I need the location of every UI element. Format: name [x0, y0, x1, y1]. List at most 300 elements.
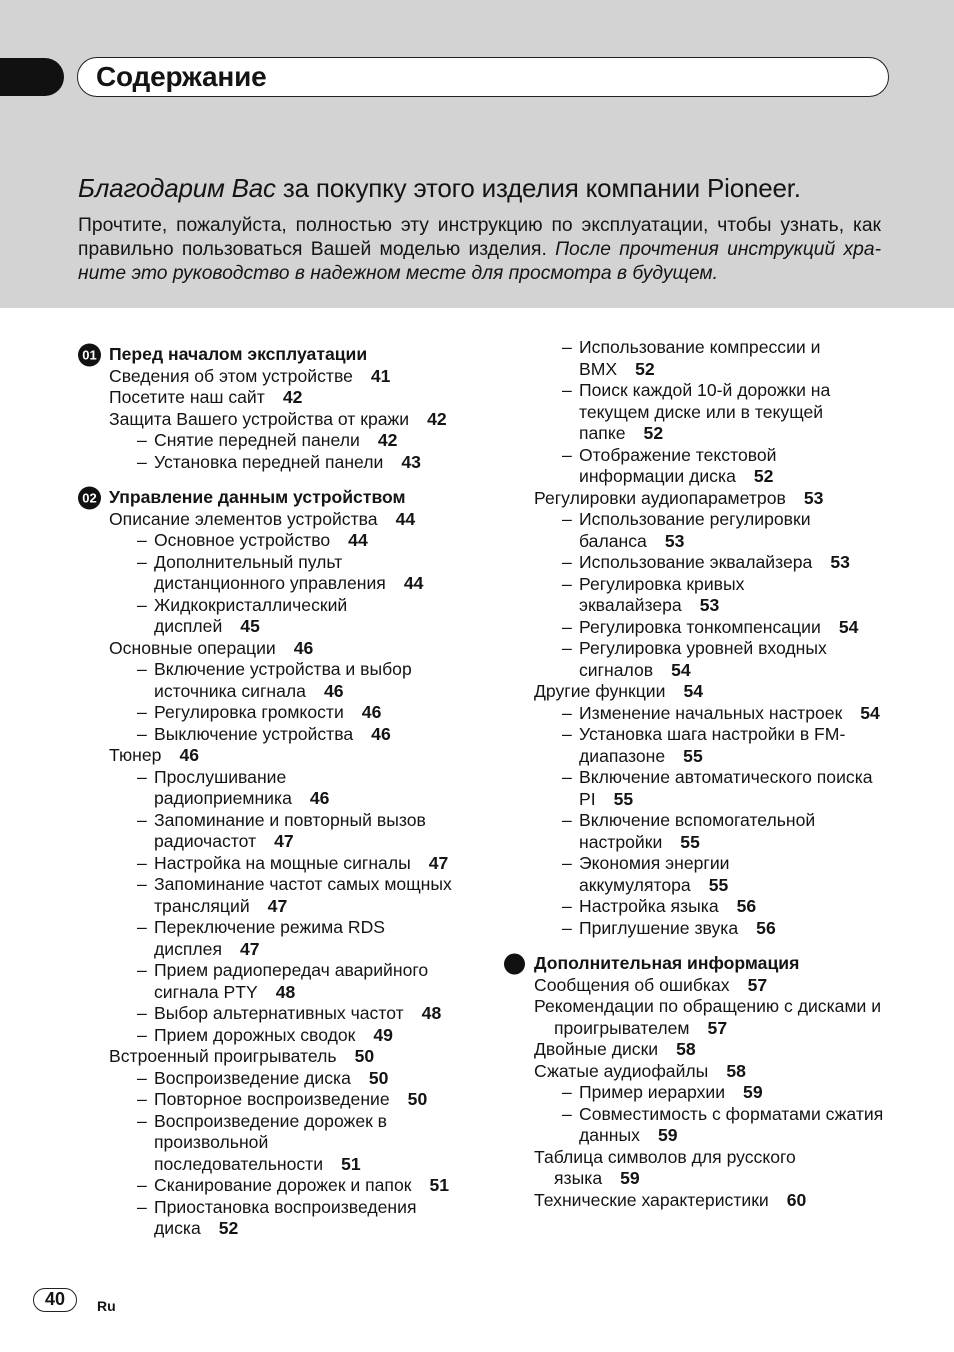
toc-entry-line — [78, 366, 498, 388]
toc-page-number: 48 — [421, 1003, 442, 1023]
toc-entry-text: Прием дорожных сводок — [154, 1024, 356, 1045]
toc-entry — [78, 1197, 498, 1240]
toc-page-number: 52 — [635, 358, 655, 379]
toc-entry-text: Запоминание и повторный вызов — [154, 809, 426, 830]
toc-entry-text: Сведения об этом устройстве — [109, 365, 353, 386]
toc-section-title: Дополнительная информация — [534, 953, 800, 973]
toc-entry-text: Двойные диски — [534, 1039, 659, 1059]
toc-entry-text: радиочастот — [154, 831, 257, 851]
toc-entry-line — [503, 531, 933, 553]
toc-dash: – — [137, 723, 147, 744]
toc-entry-line — [503, 509, 933, 531]
toc-entry-text: Установка шага настройки в FM- — [579, 724, 846, 744]
toc-entry-line — [503, 380, 933, 402]
toc-page-number: 53 — [830, 552, 850, 572]
toc-entry-text: сигнала PTY — [154, 981, 258, 1002]
toc-section-heading — [78, 487, 498, 509]
toc-entry-text: Переключение режима RDS — [154, 917, 386, 937]
toc-section — [78, 487, 498, 1240]
toc-entry-text: BMX — [579, 358, 618, 379]
toc-entry-text: Воспроизведение дорожек в — [154, 1110, 388, 1131]
toc-dash: – — [137, 852, 147, 873]
toc-page-number: 52 — [643, 423, 664, 443]
toc-entry-line — [503, 574, 933, 596]
language-code: Ru — [97, 1298, 116, 1314]
toc-section-heading — [503, 953, 933, 975]
toc-entry-line — [78, 573, 498, 595]
toc-page-number: 46 — [371, 723, 391, 744]
toc-entry-text: Пример иерархии — [579, 1082, 726, 1102]
toc-page-number: 56 — [756, 917, 776, 938]
toc-entry — [78, 1046, 498, 1068]
toc-dash: – — [137, 960, 147, 980]
toc-page-number: 48 — [275, 981, 296, 1002]
toc-entry-line — [503, 724, 933, 746]
toc-page-number: 45 — [240, 616, 260, 636]
toc-entry — [78, 366, 498, 388]
toc-entry-text: Изменение начальных настроек — [579, 702, 843, 723]
toc-entry-line — [503, 746, 933, 768]
toc-page-number: 44 — [348, 530, 368, 550]
toc-entry-line — [503, 660, 933, 682]
page-number: 40 — [44, 1289, 66, 1309]
toc-entry — [503, 1039, 933, 1061]
toc-entry-text: диска — [154, 1218, 201, 1238]
toc-entry — [78, 1111, 498, 1176]
toc-page-number: 50 — [354, 1046, 375, 1066]
toc-entry-text: произвольной — [154, 1132, 269, 1152]
toc-entry — [503, 1147, 933, 1190]
toc-entry-text: Регулировки аудиопараметров — [534, 487, 786, 508]
toc-entry-text: аккумулятора — [579, 874, 691, 895]
intro-heading — [78, 172, 801, 204]
toc-entry-text: языка — [554, 1168, 603, 1188]
toc-entry-text: данных — [579, 1125, 640, 1145]
toc-entry — [503, 918, 933, 940]
toc-dash: – — [137, 1175, 147, 1195]
toc-entry — [503, 380, 933, 445]
toc-page-number: 58 — [726, 1060, 746, 1081]
paragraph-text-segment: Прочтите, пожалуйста, полностью эту инструкцию по эксплуатации, чтобы узнать, как — [78, 215, 881, 236]
toc-entry-line — [503, 789, 933, 811]
toc-entry-text: Сжатые аудиофайлы — [534, 1060, 709, 1081]
intro-heading-italic: Благодарим Вас — [78, 173, 276, 203]
toc-entry-line — [78, 810, 498, 832]
toc-entry-line — [503, 402, 933, 424]
toc-entry-text: Запоминание частот самых мощных — [154, 874, 452, 894]
toc-entry — [503, 724, 933, 767]
toc-page-number: 52 — [218, 1218, 239, 1238]
toc-page-number: 54 — [683, 681, 704, 701]
toc-dash: – — [137, 1024, 147, 1045]
toc-entry — [503, 488, 933, 510]
toc-entry-text: Основное устройство — [154, 530, 331, 550]
header-band — [0, 0, 954, 308]
toc-entry-text: диапазоне — [579, 745, 666, 766]
toc-page-number: 55 — [708, 874, 729, 895]
toc-entry-line — [78, 616, 498, 638]
toc-entry-line — [503, 853, 933, 875]
toc-section — [503, 337, 933, 939]
toc-page-number: 43 — [401, 451, 421, 472]
page-number-badge — [33, 1288, 77, 1312]
toc-entry — [503, 574, 933, 617]
toc-entry-line — [503, 1125, 933, 1147]
toc-entry — [78, 1003, 498, 1025]
toc-entry-text: Использование регулировки — [579, 509, 811, 529]
toc-dash: – — [137, 917, 147, 937]
toc-entry-text: Регулировка кривых — [579, 573, 745, 594]
toc-dash: – — [137, 594, 147, 615]
toc-entry — [78, 430, 498, 452]
toc-entry — [503, 1104, 933, 1147]
toc-entry-line — [503, 445, 933, 467]
toc-entry-text: Защита Вашего устройства от кражи — [109, 408, 410, 429]
toc-entry-line — [503, 1082, 933, 1104]
toc-entry-text: источника сигнала — [154, 680, 306, 701]
toc-entry-text: Жидкокристаллический — [154, 594, 348, 615]
toc-entry-line — [78, 853, 498, 875]
toc-left-column — [78, 344, 498, 1240]
toc-entry-line — [78, 874, 498, 896]
title-box — [77, 57, 889, 97]
toc-entry-line — [503, 638, 933, 660]
toc-dash: – — [137, 551, 147, 572]
toc-entry — [78, 1025, 498, 1047]
toc-entry — [503, 638, 933, 681]
toc-entry — [78, 1175, 498, 1197]
toc-entry-line — [503, 423, 933, 445]
toc-entry — [78, 767, 498, 810]
toc-dash: – — [137, 874, 147, 894]
toc-entry-line — [503, 1061, 933, 1083]
toc-dash: – — [562, 1082, 572, 1102]
toc-entry-text: Сообщения об ошибках — [534, 974, 730, 995]
toc-entry-line — [78, 1003, 498, 1025]
toc-entry-text: проигрывателем — [554, 1017, 690, 1038]
toc-page-number: 53 — [664, 530, 685, 551]
toc-entry-line — [503, 1039, 933, 1061]
toc-dash: – — [562, 896, 572, 916]
toc-entry-text: настройки — [579, 831, 663, 852]
toc-dash: – — [562, 810, 572, 830]
toc-entry — [78, 1068, 498, 1090]
toc-entry-line — [78, 982, 498, 1004]
toc-entry — [503, 509, 933, 552]
toc-entry-text: Приглушение звука — [579, 917, 739, 938]
toc-entry-text: Поиск каждой 10-й дорожки на — [579, 380, 831, 400]
intro-paragraph — [78, 214, 881, 286]
toc-entry-line — [78, 1132, 498, 1154]
toc-entry-text: Сканирование дорожек и папок — [154, 1175, 412, 1195]
toc-page-number: 55 — [683, 745, 703, 766]
toc-entry-line — [503, 359, 933, 381]
toc-page-number: 59 — [657, 1125, 678, 1145]
toc-entry-text: Включение автоматического поиска — [579, 767, 873, 787]
toc-entry-text: Другие функции — [534, 681, 666, 701]
toc-entry-text: PI — [579, 788, 596, 809]
toc-page-number: 50 — [407, 1089, 428, 1109]
toc-page-number: 58 — [676, 1039, 696, 1059]
toc-page-number: 57 — [747, 974, 768, 995]
toc-entry-text: Регулировка громкости — [154, 702, 344, 722]
toc-entry — [78, 810, 498, 853]
toc-entry — [78, 1089, 498, 1111]
toc-entry-line — [503, 681, 933, 703]
toc-entry-line — [78, 1089, 498, 1111]
toc-entry-line — [503, 337, 933, 359]
toc-entry-line — [78, 681, 498, 703]
toc-entry-text: Дополнительный пульт — [154, 551, 343, 572]
toc-entry-text: Описание элементов устройства — [109, 508, 378, 529]
toc-entry-text: баланса — [579, 530, 647, 551]
toc-entry-text: Основные операции — [109, 637, 276, 658]
toc-page-number: 46 — [179, 745, 200, 765]
toc-entry-line — [503, 832, 933, 854]
toc-page-number: 54 — [838, 616, 859, 637]
toc-entry — [503, 853, 933, 896]
toc-entry-line — [503, 488, 933, 510]
toc-page-number: 51 — [429, 1175, 450, 1195]
toc-entry-text: радиоприемника — [154, 788, 292, 808]
toc-entry-line — [78, 767, 498, 789]
toc-page-number: 47 — [274, 831, 294, 851]
toc-entry-line — [503, 875, 933, 897]
toc-entry — [503, 337, 933, 380]
toc-entry-text: Регулировка тонкомпенсации — [579, 616, 821, 637]
toc-entry — [503, 445, 933, 488]
intro-heading-rest: за покупку этого изделия компании Pioneer. — [275, 173, 801, 203]
toc-entry-line — [78, 702, 498, 724]
toc-entry — [503, 703, 933, 725]
toc-page-number: 57 — [707, 1017, 728, 1038]
toc-entry-line — [503, 996, 933, 1018]
toc-dash: – — [562, 380, 572, 400]
toc-entry — [503, 1190, 933, 1212]
toc-page-number: 51 — [341, 1153, 361, 1174]
toc-entry-line — [78, 1025, 498, 1047]
toc-entry-line — [78, 387, 498, 409]
toc-entry-line — [503, 1147, 933, 1169]
toc-entry-line — [503, 1018, 933, 1040]
toc-page-number: 42 — [427, 408, 447, 429]
toc-entry-text: Настройка на мощные сигналы — [154, 852, 411, 873]
toc-entry-text: последовательности — [154, 1153, 324, 1174]
toc-entry-text: Повторное воспроизведение — [154, 1089, 390, 1109]
toc-entry — [78, 724, 498, 746]
toc-entry-line — [503, 1104, 933, 1126]
toc-entry — [78, 874, 498, 917]
toc-entry-line — [78, 917, 498, 939]
toc-dash: – — [562, 573, 572, 594]
toc-entry-text: Регулировка уровней входных — [579, 638, 827, 658]
toc-page-number: 55 — [680, 831, 700, 852]
paragraph-text-segment: правильно пользоваться Вашей моделью изделия. — [78, 239, 556, 260]
toc-page-number: 56 — [736, 896, 757, 916]
toc-entry-line — [503, 466, 933, 488]
toc-entry-line — [78, 745, 498, 767]
toc-dash: – — [137, 766, 147, 787]
toc-entry — [503, 681, 933, 703]
toc-page-number: 46 — [361, 702, 382, 722]
toc-dash: – — [137, 1089, 147, 1109]
toc-entry — [78, 745, 498, 767]
toc-page-number: 42 — [282, 387, 303, 407]
toc-dash: – — [562, 552, 572, 572]
toc-entry-text: Посетите наш сайт — [109, 387, 265, 407]
toc-section — [78, 344, 498, 473]
toc-entry-line — [78, 452, 498, 474]
toc-entry-text: Выбор альтернативных частот — [154, 1003, 404, 1023]
paragraph-text-segment: ните это руководство в надежном месте для просмотра в будущем. — [78, 263, 719, 284]
toc-section-title: Управление данным устройством — [109, 487, 406, 507]
toc-entry — [78, 960, 498, 1003]
toc-entry-text: Рекомендации по обращению с дисками и — [534, 996, 882, 1016]
toc-page-number: 52 — [753, 466, 774, 486]
toc-entry-text: текущем диске или в текущей — [579, 401, 824, 422]
toc-entry-text: Снятие передней панели — [154, 430, 360, 450]
toc-entry-text: Экономия энергии — [579, 853, 730, 873]
toc-entry — [503, 767, 933, 810]
toc-entry-line — [78, 509, 498, 531]
toc-entry-text: Использование эквалайзера — [579, 552, 813, 572]
toc-entry-text: трансляций — [154, 895, 250, 916]
toc-page-number: 47 — [267, 895, 288, 916]
toc-entry-text: Совместимость с форматами сжатия — [579, 1103, 884, 1124]
toc-entry-line — [503, 810, 933, 832]
toc-dash: – — [137, 430, 147, 450]
toc-dash: – — [137, 1067, 147, 1088]
toc-dash: – — [137, 1196, 147, 1217]
toc-entry-line — [78, 1111, 498, 1133]
toc-dash: – — [562, 616, 572, 637]
toc-page-number: 44 — [395, 508, 416, 529]
toc-entry-line — [78, 1154, 498, 1176]
toc-dash: – — [562, 917, 572, 938]
toc-entry — [503, 617, 933, 639]
toc-entry-line — [78, 409, 498, 431]
toc-page-number: 59 — [743, 1082, 763, 1102]
toc-entry-line — [503, 552, 933, 574]
toc-entry-line — [78, 638, 498, 660]
toc-entry-line — [78, 595, 498, 617]
toc-entry-line — [78, 1068, 498, 1090]
toc-entry — [503, 996, 933, 1039]
toc-page-number: 46 — [309, 788, 330, 808]
paragraph-line — [78, 262, 881, 286]
page-title: Содержание — [96, 61, 267, 92]
paragraph-text-segment: После прочтения инструкций хра- — [555, 239, 881, 260]
toc-page-number: 55 — [613, 788, 634, 809]
toc-entry-text: Настройка языка — [579, 896, 719, 916]
toc-page-number: 53 — [699, 595, 720, 615]
toc-entry-line — [78, 939, 498, 961]
toc-entry-text: Отображение текстовой — [579, 444, 777, 465]
toc-dash: – — [562, 1103, 572, 1124]
toc-entry-line — [503, 896, 933, 918]
toc-entry-text: Прослушивание — [154, 766, 287, 787]
toc-entry-line — [78, 960, 498, 982]
toc-entry-line — [78, 1175, 498, 1197]
toc-page-number: 46 — [323, 680, 344, 701]
toc-entry-line — [503, 1190, 933, 1212]
section-number-badge: 02 — [78, 486, 101, 509]
section-dot-badge — [504, 953, 525, 974]
toc-entry — [503, 552, 933, 574]
toc-entry-text: дисплея — [154, 938, 222, 959]
toc-entry-text: Воспроизведение диска — [154, 1067, 351, 1088]
toc-right-column — [503, 337, 933, 1211]
toc-dash: – — [562, 638, 572, 658]
toc-entry — [78, 702, 498, 724]
toc-page-number: 60 — [786, 1189, 807, 1210]
toc-entry — [78, 853, 498, 875]
toc-dash: – — [137, 1110, 147, 1131]
toc-page-number: 59 — [620, 1168, 640, 1188]
toc-page-number: 49 — [373, 1024, 393, 1045]
toc-entry-line — [503, 703, 933, 725]
toc-entry — [78, 595, 498, 638]
toc-dash: – — [562, 767, 572, 787]
toc-dash: – — [137, 702, 147, 722]
toc-entry — [78, 509, 498, 531]
toc-entry — [78, 387, 498, 409]
toc-entry — [503, 1082, 933, 1104]
toc-entry-text: Прием радиопередач аварийного — [154, 960, 429, 980]
toc-entry-line — [78, 430, 498, 452]
toc-dash: – — [562, 444, 572, 465]
toc-entry — [78, 638, 498, 660]
toc-entry — [78, 530, 498, 552]
toc-dash: – — [562, 509, 572, 529]
toc-entry-line — [78, 552, 498, 574]
section-number-badge: 01 — [78, 343, 101, 366]
toc-entry-line — [78, 724, 498, 746]
toc-entry-text: Приостановка воспроизведения — [154, 1196, 417, 1217]
toc-entry-text: Включение устройства и выбор — [154, 659, 412, 679]
toc-dash: – — [562, 853, 572, 873]
toc-entry-text: дистанционного управления — [154, 573, 386, 593]
toc-entry-text: Тюнер — [109, 745, 162, 765]
toc-entry — [503, 1061, 933, 1083]
toc-entry-text: Технические характеристики — [534, 1189, 769, 1210]
toc-dash: – — [137, 809, 147, 830]
toc-entry-line — [503, 975, 933, 997]
header-tab — [0, 58, 64, 96]
toc-entry-text: сигналов — [579, 659, 654, 680]
toc-entry — [503, 975, 933, 997]
toc-entry-line — [503, 595, 933, 617]
toc-dash: – — [562, 337, 572, 357]
toc-entry — [78, 917, 498, 960]
toc-page-number: 47 — [240, 938, 260, 959]
toc-entry-line — [78, 1046, 498, 1068]
toc-entry-line — [78, 1218, 498, 1240]
toc-dash: – — [137, 1003, 147, 1023]
toc-page-number: 41 — [370, 365, 391, 386]
toc-entry-line — [78, 659, 498, 681]
toc-page-number: 53 — [803, 487, 824, 508]
toc-section-heading — [78, 344, 498, 366]
toc-entry-line — [78, 831, 498, 853]
toc-entry — [78, 659, 498, 702]
toc-entry-text: эквалайзера — [579, 595, 682, 615]
toc-section-title: Перед началом эксплуатации — [109, 344, 368, 364]
toc-dash: – — [562, 702, 572, 723]
toc-entry-line — [78, 896, 498, 918]
paragraph-line — [78, 238, 881, 262]
toc-entry-text: Таблица символов для русского — [534, 1146, 796, 1167]
